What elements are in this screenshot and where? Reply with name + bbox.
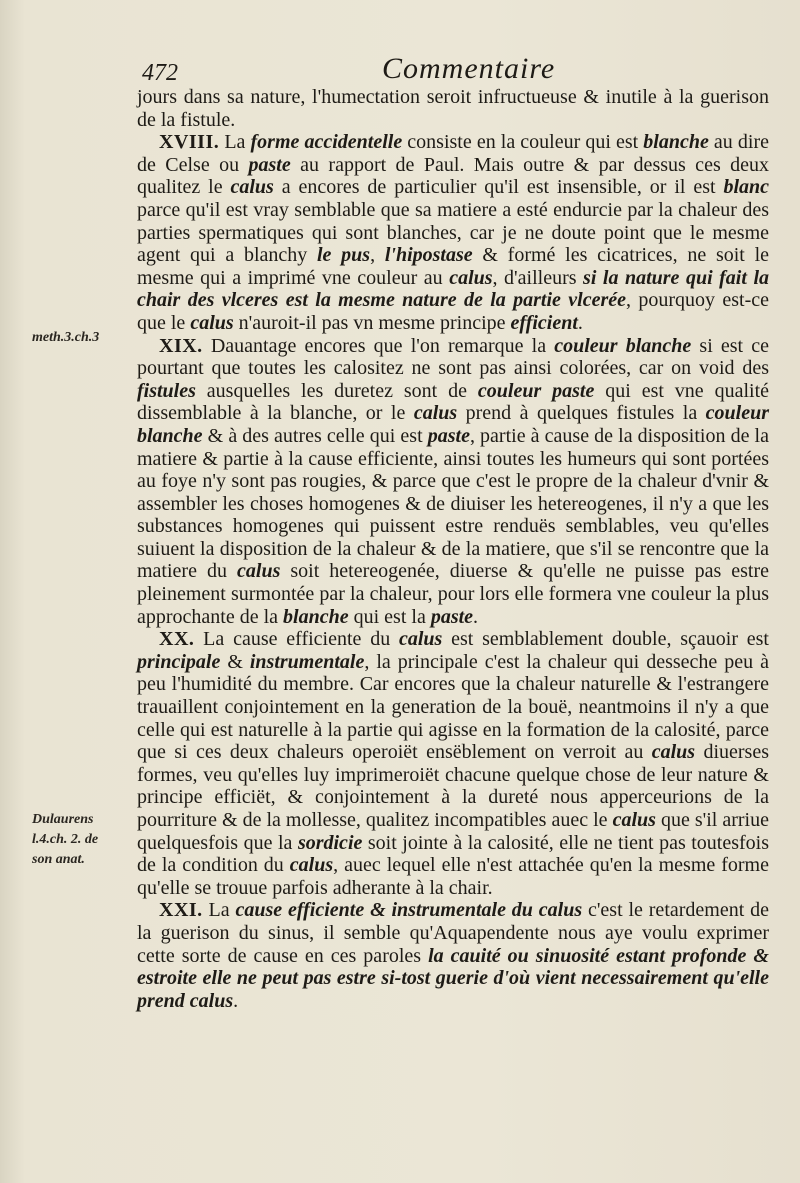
text-run: que s'il arriue quelquesfois que la <box>137 809 769 854</box>
text-run: , la principale c'est la chaleur qui desseche peu à peu l'humidité du membre. Car encores que la chaleur naturelle & l'estrangere trauaillent conjointement en la generation de la bouë, neantmoins il n'y a que celle qui est naturelle à la partie qui agisse en la formation de la calosité, parce que si ces deux chaleurs operoiët ensëblement on verroit au <box>137 650 769 764</box>
text-run: consiste en la couleur qui est <box>402 131 644 154</box>
text-run: , auec lequel elle n'est attachée qu'en la mesme forme qu'elle se trouue parfois adherante à la chair. <box>137 854 769 899</box>
text-run: ausquelles les duretez sont de <box>195 379 478 402</box>
text-run: . <box>473 605 479 628</box>
italic-term: efficient <box>510 311 578 334</box>
italic-term: blanche <box>643 131 709 154</box>
text-run: . <box>233 989 239 1012</box>
text-run: La <box>202 899 236 922</box>
text-run: qui est la <box>348 605 431 628</box>
margin-note-dulaurens-3: son anat. <box>32 852 85 867</box>
italic-term: calus <box>190 311 234 334</box>
italic-term: l'hipostase <box>384 244 473 267</box>
italic-term: couleur blanche <box>554 334 692 357</box>
italic-term: calus <box>449 266 493 289</box>
italic-term: calus <box>399 628 443 651</box>
text-run: qui est vne qualité dissemblable à la blanche, or le <box>137 379 770 425</box>
section-number: XIX. <box>159 334 203 357</box>
italic-term: principale <box>137 650 221 673</box>
section-number: XVIII. <box>159 131 220 154</box>
italic-term: calus <box>612 809 656 831</box>
italic-term: fistules <box>137 379 196 402</box>
page-number: 472 <box>142 60 178 86</box>
italic-term: instrumentale <box>249 650 365 673</box>
body-text <box>137 86 769 1012</box>
italic-term: blanche <box>283 605 349 628</box>
text-run: diuerses formes, veu qu'elles luy imprimeroiët chacune quelque chose de leur nature & principe efficiët, & conjointement à la dureté nous apperceurions de la pourriture & de la mollesse, qualitez incompatibles auec le <box>137 741 769 831</box>
italic-term: si la nature qui fait la chair des vlceres est la mesme nature de la partie vlcerée <box>137 266 769 312</box>
margin-note-meth: meth.3.ch.3 <box>32 330 100 345</box>
italic-term: calus <box>237 560 281 583</box>
text-run: La <box>219 131 251 154</box>
italic-term: blanc <box>723 176 770 199</box>
text-run: & <box>220 650 250 673</box>
italic-term: paste <box>430 605 474 628</box>
text-run: au dire de Celse ou <box>137 131 769 176</box>
italic-term: calus <box>230 176 274 199</box>
text-run: n'auroit-il pas vn mesme principe <box>233 311 511 334</box>
margin-note-dulaurens-2: l.4.ch. 2. de <box>32 832 99 847</box>
text-run: c'est le retardement de la guerison du sinus, il semble qu'Aquapendente nous aye voulu exprimer cette sorte de cause en ces paroles <box>137 899 769 967</box>
italic-term: forme accidentelle <box>250 131 403 154</box>
margin-note-dulaurens-1: Dulaurens <box>32 812 94 827</box>
text-run: , <box>370 244 385 267</box>
text-run: & formé les cicatrices, ne soit le mesme qui a imprimé vne couleur au <box>137 244 770 289</box>
text-run: , d'ailleurs <box>492 266 584 289</box>
text-run: , partie à cause de la disposition de la matiere & partie à la cause efficiente, ainsi toutes les humeurs qui sont portées au foye n'y sont pas rougies, & parce que c'est le propre de la chaleur d'vnir & assembler les choses homogenes & de diuiser les hetereogenes, il n'y a que les substances homogenes qui puissent estre renduës semblables, veu qu'elles suiuent la disposition de la chaleur & de la matiere, que s'il se rencontre que la matiere du <box>137 424 769 583</box>
text-run: prend à quelques fistules la <box>457 402 706 425</box>
running-title: Commentaire <box>382 52 556 85</box>
italic-term: sordicie <box>297 831 363 854</box>
paragraph-xviii <box>137 131 769 334</box>
text-run: est semblablement double, sçauoir est <box>442 628 769 651</box>
italic-term: couleur paste <box>477 379 595 402</box>
italic-term: la cauité ou sinuosité estant profonde & estroite elle ne peut pas estre si-tost guerie d'où vient necessairement qu'elle prend calus <box>137 944 769 1012</box>
text-run: soit jointe à la calosité, elle ne tient pas toutesfois de la condition du <box>137 831 770 877</box>
text-run: parce qu'il est vray semblable que sa matiere a esté endurcie par la chaleur des parties spermatiques qui sont blanches, car je ne doute point que le mesme agent qui a blanchy <box>137 198 769 267</box>
paragraph-xxi <box>137 899 769 1012</box>
italic-term: cause efficiente & instrumentale du calus <box>235 899 583 922</box>
paragraph-continued: jours dans sa nature, l'humectation seroit infructueuse & inutile à la guerison de la fistule. <box>137 86 769 131</box>
text-run: a encores de particulier qu'il est insensible, or il est <box>273 176 724 199</box>
text-run: si est ce pourtant que toutes les calositez ne sont pas ainsi colorées, car on void des <box>137 334 769 380</box>
text-run: . <box>577 311 583 334</box>
section-number: XX. <box>159 628 195 651</box>
italic-term: calus <box>289 854 334 877</box>
text-run: Dauantage encores que l'on remarque la <box>202 334 555 357</box>
italic-term: paste <box>427 424 470 447</box>
section-number: XXI. <box>159 899 203 922</box>
text-run: La cause efficiente du <box>194 628 399 651</box>
text-run: & à des autres celle qui est <box>202 424 428 447</box>
text-run: , pourquoy est-ce que le <box>137 289 769 334</box>
italic-term: le pus <box>317 244 371 267</box>
paragraph-xix <box>137 335 769 629</box>
text-run: au rapport de Paul. Mais outre & par dessus ces deux qualitez le <box>137 153 769 199</box>
italic-term: calus <box>413 402 458 425</box>
text-run: soit hetereogenée, diuerse & qu'elle ne puisse pas estre pleinement surmontée par la chaleur, pour lors elle formera vne couleur la plus approchante de la <box>137 560 769 628</box>
italic-term: paste <box>248 153 291 176</box>
paragraph-xx <box>137 628 769 899</box>
italic-term: calus <box>651 741 696 764</box>
italic-term: couleur blanche <box>137 402 770 447</box>
